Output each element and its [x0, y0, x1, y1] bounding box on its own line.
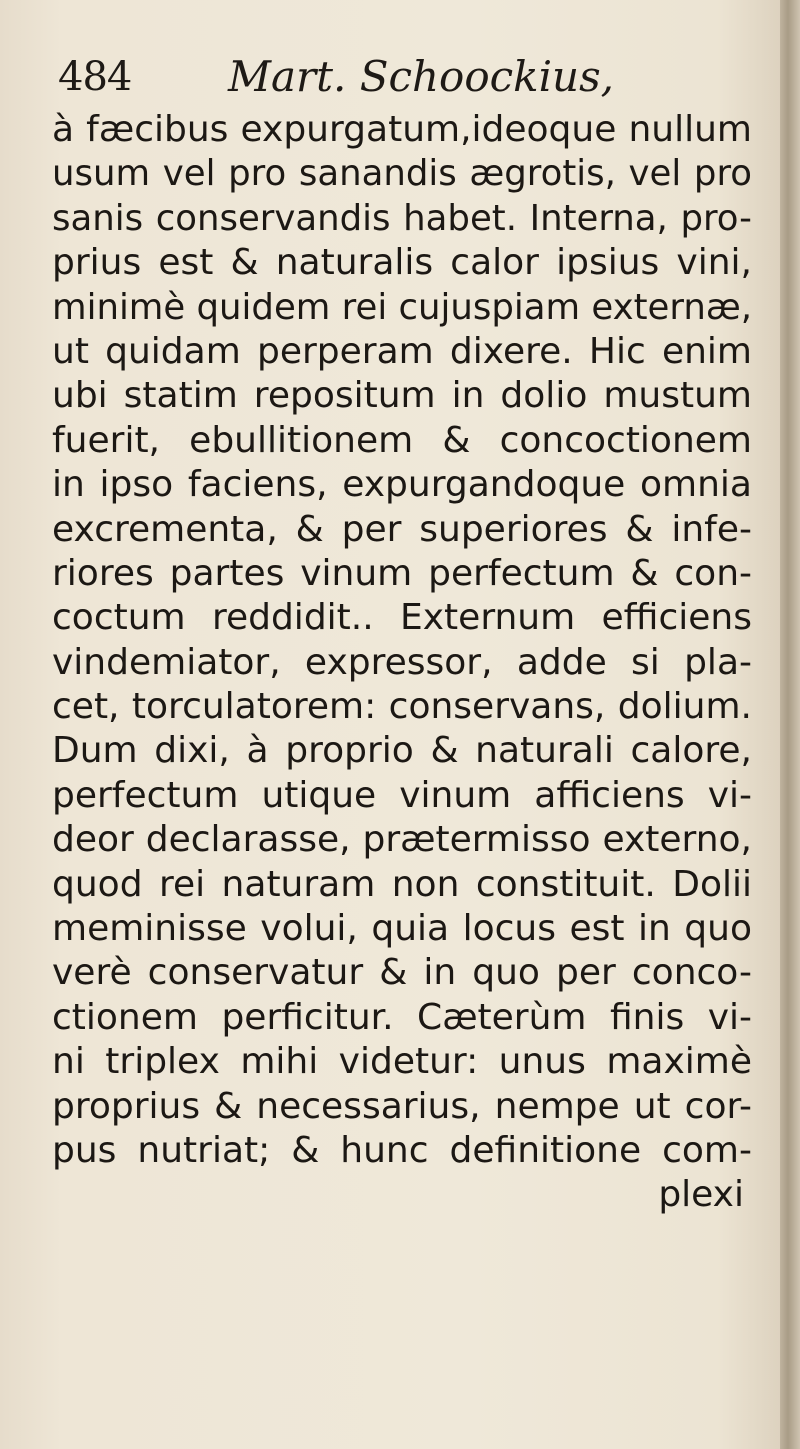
text-line: Dum dixi, à proprio & naturali calore,	[52, 730, 752, 772]
text-line: cet, torculatorem: conservans, dolium.	[52, 686, 752, 728]
running-head: Mart. Schoockius,	[228, 52, 614, 101]
text-line: verè conservatur & in quo per conco-	[52, 952, 752, 994]
text-line: meminisse volui, quia locus est in quo	[52, 908, 752, 950]
page-edge	[780, 0, 800, 1449]
text-line: minimè quidem rei cujuspiam externæ,	[52, 286, 752, 328]
text-line: coctum reddidit.. Externum efficiens	[52, 597, 752, 639]
text-line: prius est & naturalis calor ipsius vini,	[52, 242, 752, 284]
text-line: in ipso faciens, expurgandoque omnia	[52, 464, 752, 506]
text-line: riores partes vinum perfectum & con-	[52, 552, 752, 594]
text-line: fuerit, ebullitionem & concoctionem	[52, 419, 752, 461]
text-line: ut quidam perperam dixere. Hic enim	[52, 330, 752, 372]
text-line: excrementa, & per superiores & infe-	[52, 508, 752, 550]
text-line: deor declarasse, prætermisso externo,	[52, 819, 752, 861]
text-line: quod rei naturam non constituit. Dolii	[52, 863, 752, 905]
text-line: ctionem perficitur. Cæterùm finis vi-	[52, 996, 752, 1038]
text-line: proprius & necessarius, nempe ut cor-	[52, 1085, 752, 1127]
page-number: 484	[58, 54, 132, 100]
text-line: vindemiator, expressor, adde si pla-	[52, 641, 752, 683]
page-header	[58, 48, 718, 108]
text-line: pus nutriat; & hunc definitione com-	[52, 1129, 752, 1171]
text-line: perfectum utique vinum afficiens vi-	[52, 774, 752, 816]
text-line: usum vel pro sanandis ægrotis, vel pro	[52, 153, 752, 195]
text-line: ubi statim repositum in dolio mustum	[52, 375, 752, 417]
body-text	[52, 108, 752, 1218]
text-line: sanis conservandis habet. Interna, pro-	[52, 197, 752, 239]
text-line: ni triplex mihi videtur: unus maximè	[52, 1041, 752, 1083]
catchword: plexi	[658, 1174, 744, 1216]
text-line: à fæcibus expurgatum,ideoque nullum	[52, 109, 752, 150]
